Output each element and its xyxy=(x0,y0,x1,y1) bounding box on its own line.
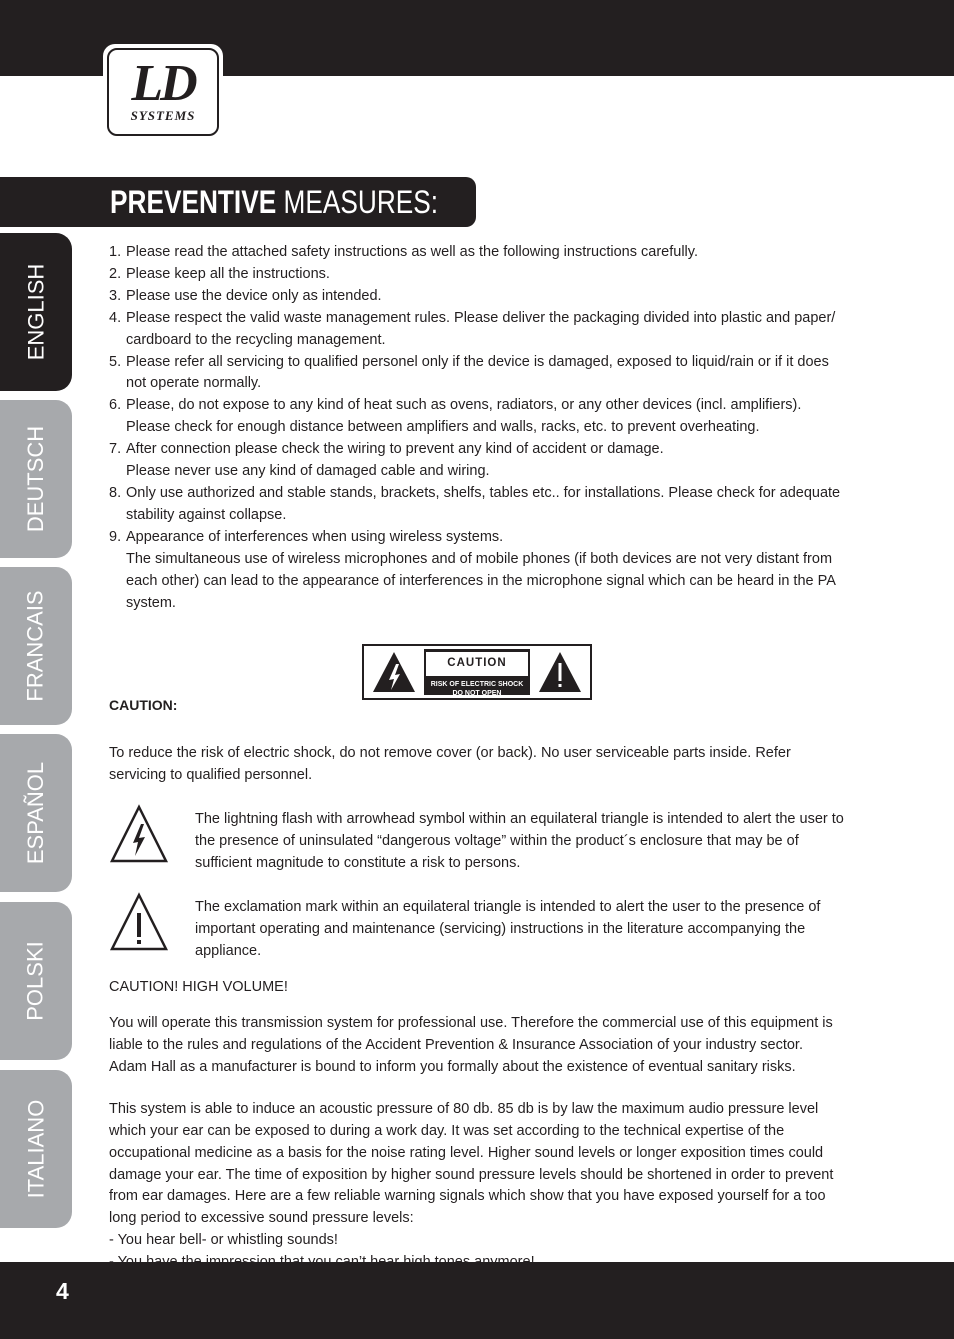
list-item-number: 6. xyxy=(109,397,122,414)
exclamation-explanation xyxy=(109,897,844,963)
list-item-text-continued: Please never use any kind of damaged cable and wiring. xyxy=(126,463,490,480)
list-item-number: 2. xyxy=(109,265,122,282)
list-item xyxy=(109,308,844,352)
lightning-text: The lightning flash with arrowhead symbol within an equilateral triangle is intended to alert the user to the presence of uninsulated “dangerous voltage” within the product´s enclosure that may be of sufficient magnitude to constitute a risk to persons. xyxy=(195,811,844,872)
caution-row xyxy=(109,629,844,729)
instruction-list xyxy=(109,242,844,614)
page-number: 4 xyxy=(56,1278,69,1304)
caution-label-left xyxy=(364,646,424,698)
caution-heading: CAUTION: xyxy=(109,697,178,714)
exclamation-text: The exclamation mark within an equilateral triangle is intended to alert the user to the presence of important operating and maintenance (servicing) instructions in the literature accompanying the appliance. xyxy=(195,899,821,960)
list-item-text: Please keep all the instructions. xyxy=(126,265,330,282)
tab-deutsch[interactable] xyxy=(0,400,72,558)
list-item-number: 8. xyxy=(109,484,122,501)
list-item-number: 5. xyxy=(109,353,122,370)
page-title xyxy=(110,182,438,222)
ld-systems-logo xyxy=(103,44,223,140)
list-item-number: 7. xyxy=(109,441,122,458)
page-title-bold: PREVENTIVE xyxy=(110,184,277,220)
list-item-number: 1. xyxy=(109,244,122,260)
list-item-text: Please read the attached safety instructions as well as the following instructions carefully. xyxy=(126,244,698,260)
list-item-text: After connection please check the wiring to prevent any kind of accident or damage. xyxy=(126,441,664,458)
main-content xyxy=(109,242,844,1274)
caution-warning-line1: RISK OF ELECTRIC SHOCK xyxy=(430,681,524,689)
tab-espanol[interactable] xyxy=(0,734,72,892)
logo-frame xyxy=(107,48,219,136)
tab-francais-label: FRANCAIS xyxy=(23,590,48,702)
tab-polski[interactable] xyxy=(0,902,72,1060)
list-item xyxy=(109,286,844,308)
caution-word: CAUTION xyxy=(426,652,528,676)
caution-label-right xyxy=(530,646,590,698)
lightning-triangle-icon xyxy=(109,804,169,864)
tab-francais[interactable] xyxy=(0,567,72,725)
list-item-number: 3. xyxy=(109,287,122,304)
list-item xyxy=(109,352,844,396)
tab-deutsch-label: DEUTSCH xyxy=(23,425,48,533)
caution-label-center xyxy=(424,649,530,698)
tab-italiano[interactable] xyxy=(0,1070,72,1228)
exclamation-triangle-icon xyxy=(109,892,169,952)
volume-paragraph-2: This system is able to induce an acoustic pressure of 80 db. 85 db is by law the maximum audio pressure level which your ear can be exposed to during a work day. It was set according to the technical expertise of the occupational medicine as a basis for the noise rating level. Higher sound levels or longer exposition times could damage your ear. The time of exposition by higher sound pressure levels should be shortened in order to prevent from ear damages. Here are a few reliable warning signals which show that you have exposed yourself for a too long period to excessive sound pressure levels: xyxy=(109,1100,834,1227)
list-item-text-continued: The simultaneous use of wireless microphones and of mobile phones (if both devices are not very distant from each other) can lead to the appearance of interferences in the microphone signal which can be heard in the PA system. xyxy=(126,550,836,611)
tab-english[interactable] xyxy=(0,233,72,391)
list-item-text: Please refer all servicing to qualified personel only if the device is damaged, exposed to liquid/rain or if it does not operate normally. xyxy=(126,353,829,392)
list-item xyxy=(109,483,844,527)
page-title-regular: MEASURES: xyxy=(283,184,439,220)
list-item xyxy=(109,242,844,264)
caution-warning-text xyxy=(431,680,524,698)
caution-warning-line2: DO NOT OPEN xyxy=(452,690,502,698)
list-item-text: Appearance of interferences when using wireless systems. xyxy=(126,528,504,545)
list-item-text: Only use authorized and stable stands, brackets, shelfs, tables etc.. for installations. Please check for adequate stability against collapse. xyxy=(126,484,841,523)
caution-text: To reduce the risk of electric shock, do not remove cover (or back). No user serviceable parts inside. Refer servicing to qualified personnel. xyxy=(109,745,791,784)
list-item xyxy=(109,527,844,615)
list-item-text: Please, do not expose to any kind of heat such as ovens, radiators, or any other devices (incl. amplifiers). Please check for enough distance between amplifiers and walls, racks, etc. to prevent overheating. xyxy=(126,397,802,436)
bottom-bar xyxy=(0,1262,954,1339)
tab-espanol-label: ESPAÑOL xyxy=(23,761,48,865)
list-item xyxy=(109,439,844,483)
lightning-triangle-icon xyxy=(371,650,417,694)
logo-main-text: LD xyxy=(131,55,195,112)
volume-heading: CAUTION! HIGH VOLUME! xyxy=(109,979,288,996)
volume-paragraph-1: You will operate this transmission system for professional use. Therefore the commercial use of this equipment is liable to the rules and regulations of the Accident Prevention & Insurance Association of your industry sector. Adam Hall as a manufacturer is bound to inform you formally about the existence of eventual sanitary risks. xyxy=(109,1015,833,1075)
logo-sub-text: SYSTEMS xyxy=(130,108,196,123)
tab-polski-label: POLSKI xyxy=(23,941,49,1021)
list-item-number: 4. xyxy=(109,309,122,326)
list-item xyxy=(109,264,844,286)
lightning-explanation xyxy=(109,809,844,875)
exclamation-triangle-icon xyxy=(537,650,583,694)
warning-item: - You hear bell- or whistling sounds! xyxy=(109,1232,338,1249)
list-item-text: Please respect the valid waste management rules. Please deliver the packaging divided into plastic and paper/ cardboard to the recycling management. xyxy=(126,309,836,348)
caution-label xyxy=(362,644,592,700)
list-item-text: Please use the device only as intended. xyxy=(126,287,382,304)
list-item xyxy=(109,395,844,439)
tab-english-label: ENGLISH xyxy=(23,263,48,361)
tab-italiano-label: ITALIANO xyxy=(23,1099,48,1199)
list-item-number: 9. xyxy=(109,528,122,545)
